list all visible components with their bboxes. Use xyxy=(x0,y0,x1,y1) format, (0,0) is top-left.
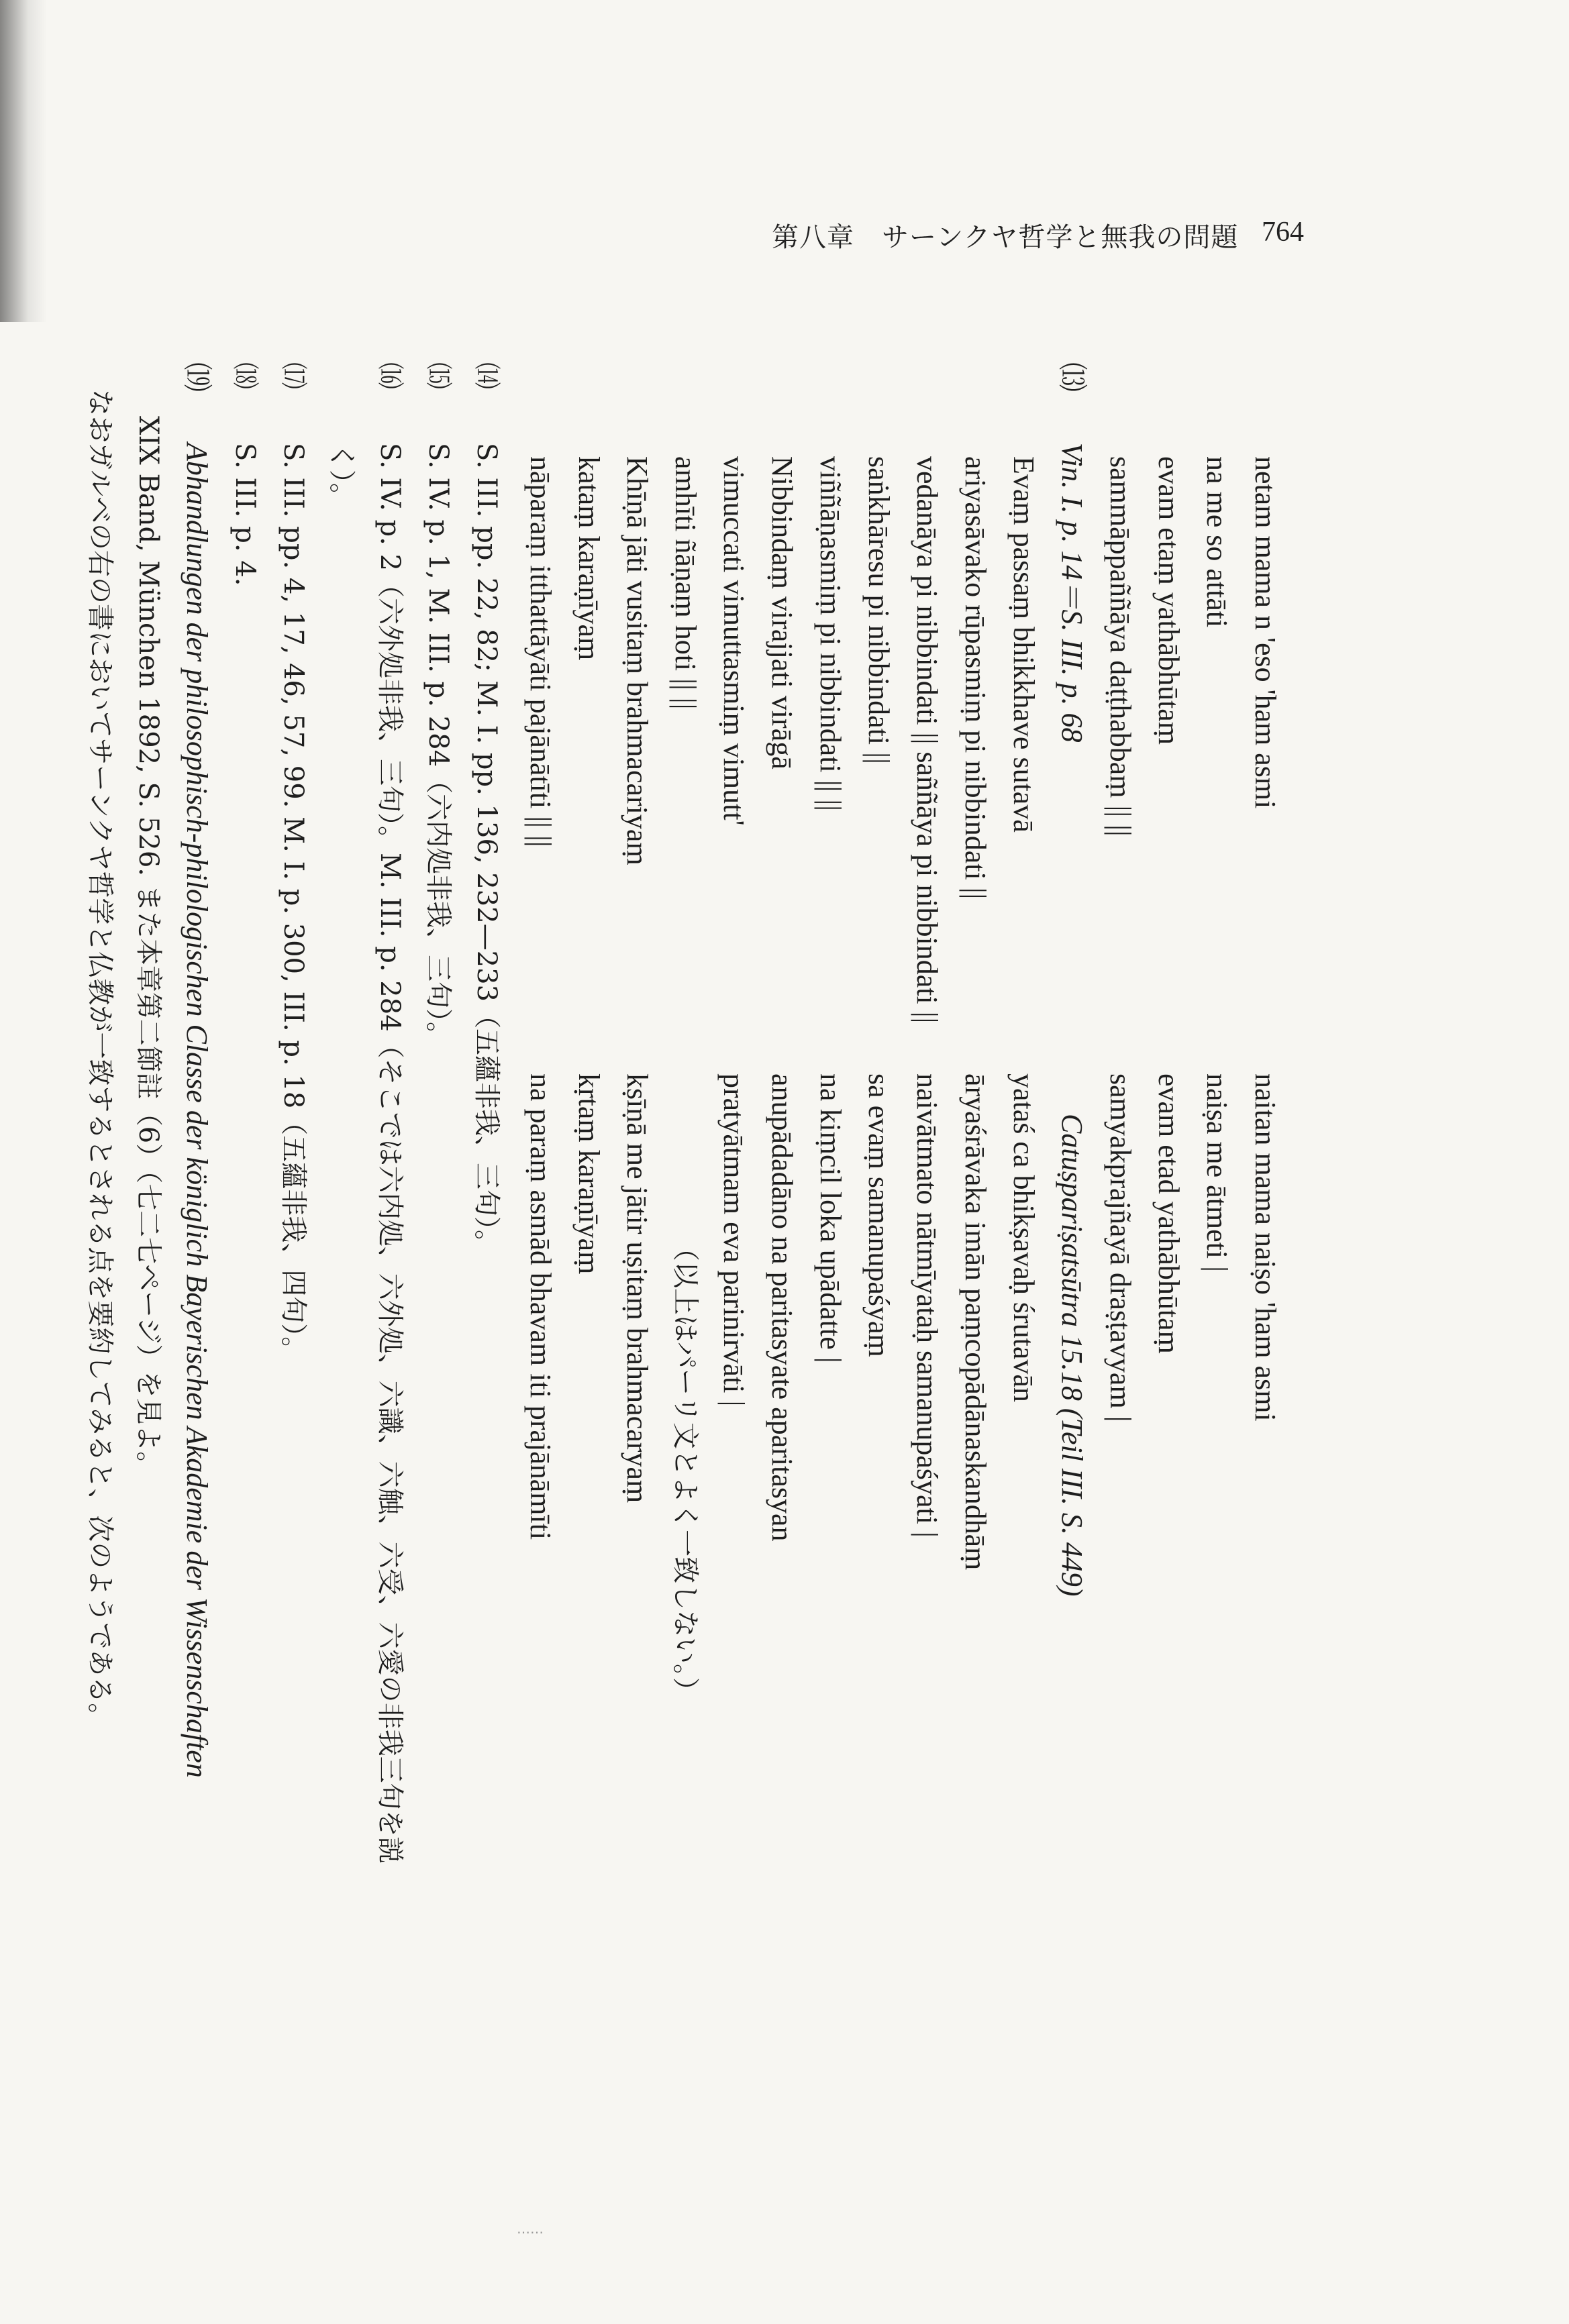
note-13-right-pre-3: samyakprajñayā draṣṭavyam | xyxy=(1104,1073,1137,1422)
note-16: ⒃S. IV. p. 2（六外処非我、三句）。M. III. p. 284（そこでは六内処、六外処、六識、六触、六受、六愛の非我三句を説 xyxy=(374,362,405,1864)
note-13-left-post-1: ariyasāvako rūpasmiṃ pi nibbindati || xyxy=(959,456,992,900)
note-19-summary: なおガルベの右の書においてサーンクヤ哲学と仏教が一致するとされる点を要約してみると、次のようである。 xyxy=(85,389,115,1730)
note-13-left-post-3: saṅkhāresu pi nibbindati || xyxy=(862,456,895,764)
note-13-right-post-6: pratyātmam eva parinirvāti | xyxy=(717,1073,750,1407)
note-15: ⒂S. IV. p. 1, M. III. p. 284（六内処非我、三句）。 xyxy=(423,362,454,1049)
note-13-right-post-3: sa evaṃ samanupaśyaṃ xyxy=(862,1073,895,1357)
running-header xyxy=(772,216,1309,263)
note-17: ⒄S. III. pp. 4, 17, 46, 57, 99. M. I. p. 300, III. p. 18（五蘊非我、四句）。 xyxy=(278,362,309,1364)
note-13-right-pre-2: evam etad yathābhūtaṃ xyxy=(1152,1073,1185,1354)
note-13-left-post-10: nāparaṃ itthattāyāti pajānātīti || || xyxy=(524,456,557,847)
note-16-cont: く）。 xyxy=(326,443,357,510)
note-13-left-pre-2: evam etaṃ yathābhūtaṃ xyxy=(1152,456,1185,745)
note-13-right-post-0: yataś ca bhikṣavaḥ śrutavān xyxy=(1007,1073,1040,1402)
note-13-left-post-2: vedanāya pi nibbindati || saññāya pi nibbindati || xyxy=(911,456,944,1024)
chapter-title: 第八章 サーンクヤ哲学と無我の問題 xyxy=(772,222,1239,253)
note-13-left-post-0: Evaṃ passaṃ bhikkhave sutavā xyxy=(1007,456,1040,833)
note-13-left-pre-3: sammāppaññāya daṭṭhabbaṃ || || xyxy=(1104,456,1137,837)
page-number: 764 xyxy=(1262,217,1304,248)
note-13-right-post-4: na kiṃcil loka upādatte | xyxy=(814,1073,847,1363)
note-13-right-post-9: kṛtaṃ karaṇīyaṃ xyxy=(572,1073,605,1275)
note-13-left-ref: ⒀Vin. I. p. 14＝S. III. p. 68 xyxy=(1048,362,1095,742)
note-13-right-post-1: āryaśrāvaka imān paṃcopādānaskandhāṃ xyxy=(959,1073,992,1571)
note-13-left-post-5: Nibbindaṃ virajjati virāgā xyxy=(766,456,799,770)
note-13-right-post-8: kṣīṇā me jātir uṣitaṃ brahmacaryaṃ xyxy=(621,1073,654,1503)
note-19: ⒆Abhandlungen der philosophisch-philologischen Classe der königlich Bayerischen Akademie der Wissenschaften xyxy=(181,362,213,1778)
note-13-left-post-7: amhīti ñāṇaṃ hoti || || xyxy=(669,456,702,710)
note-19-cont: XIX Band, München 1892, S. 526. また本章第二節註（6）（七二七ページ）を見よ。 xyxy=(133,416,164,1479)
binding-shadow xyxy=(0,0,47,322)
note-14: ⒁S. III. pp. 22, 82; M. I. pp. 136, 232—233（五蘊非我、三句）。 xyxy=(471,362,502,1257)
notes-left-column xyxy=(85,362,1288,2147)
note-13-number: ⒀ xyxy=(1056,362,1089,392)
note-13-right-ref: Catuṣpariṣatsūtra 15.18 (Teil III. S. 449) xyxy=(1056,1114,1089,1597)
note-13-right-post-5: anupādadāno na paritasyate aparitasyan xyxy=(766,1073,799,1542)
note-13-left-post-6: vimuccati vimuttasmiṃ vimutt' xyxy=(717,456,750,826)
note-13-left-post-9: kataṃ karaṇīyaṃ xyxy=(572,456,605,661)
note-13-left-post-4: viññāṇasmiṃ pi nibbindati || || xyxy=(814,456,847,811)
note-13-left-pre-0: netam mama n 'eso 'ham asmi xyxy=(1249,456,1282,809)
note-18: ⒅S. III. p. 4. xyxy=(230,362,260,586)
note-13-right-pre-0: naitan mama naiṣo 'ham asmi xyxy=(1249,1073,1282,1422)
note-13-right-post-2: naivātmato nātmīyataḥ samanupaśyati | xyxy=(911,1073,944,1538)
note-13-right-pre-1: naiṣa me ātmeti | xyxy=(1201,1073,1233,1272)
note-13-right-post-7: （以上はパーリ文とよく一致しない。） xyxy=(670,1234,701,1704)
note-13-left-post-8: Khīṇā jāti vusitaṃ brahmacariyaṃ xyxy=(621,456,654,865)
note-13-right-post-10: na paraṃ asmād bhavam iti prajānāmīti xyxy=(524,1073,557,1540)
note-13-left-pre-1: na me so attāti xyxy=(1201,456,1233,628)
margin-mark: …… xyxy=(517,2221,544,2237)
